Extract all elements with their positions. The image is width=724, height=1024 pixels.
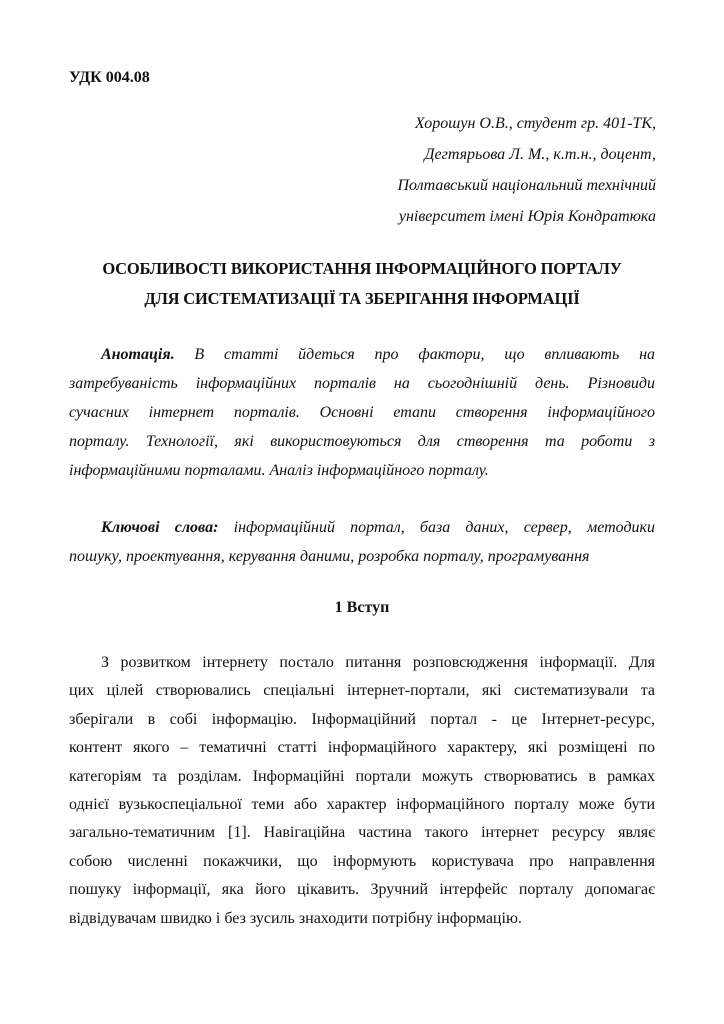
body-line: З розвитком інтернету постало питання розповсюдження інформації. Для	[101, 654, 655, 671]
keywords-line: пошуку, проектування, керування даними, розробка порталу, програмування	[69, 548, 590, 565]
abstract-label: Анотація.	[101, 346, 175, 363]
body-line: цих цілей створювались спеціальні інтернет-портали, які систематизували та	[69, 682, 655, 700]
body-line: категоріям та розділам. Інформаційні портали можуть створюватись в рамках	[69, 767, 655, 785]
abstract-text: В статті йдеться про фактори, що впливають на	[194, 346, 656, 363]
paper-title	[69, 254, 655, 314]
introduction-paragraph	[69, 649, 655, 933]
abstract-line: затребуваність інформаційних порталів на сьогоднішній день. Різновиди	[69, 375, 655, 392]
keywords-text: інформаційний портал, база даних, сервер, методики	[233, 519, 656, 536]
section-heading: 1 Вступ	[334, 599, 390, 616]
body-line: однієї вузькоспеціальної теми або характер інформаційного порталу може бути	[69, 795, 655, 813]
author-line: Хорошун О.В., студент гр. 401-ТК,	[414, 115, 656, 132]
author-block	[398, 108, 657, 232]
abstract-line: порталу. Технології, які використовуються для створення та роботи з	[69, 433, 655, 450]
abstract-line: інформаційними порталами. Аналіз інформаційного порталу.	[69, 462, 489, 479]
keywords-line	[69, 513, 655, 542]
title-line: ОСОБЛИВОСТІ ВИКОРИСТАННЯ ІНФОРМАЦІЙНОГО ПОРТАЛУ	[102, 259, 622, 278]
body-line: зберігали в собі інформацію. Інформаційний портал - це Інтернет-ресурс,	[69, 710, 655, 728]
keywords	[69, 513, 655, 571]
udk-code: УДК 004.08	[69, 69, 150, 86]
body-line: пошуку інформації, яка його цікавить. Зручний інтерфейс порталу допомагає	[69, 881, 655, 899]
author-line: Дегтярьова Л. М., к.т.н., доцент,	[424, 146, 656, 163]
abstract-line: сучасних інтернет порталів. Основні етапи створення інформаційного	[69, 404, 655, 421]
body-line: відвідувачам швидко і без зусиль знаходити потрібну інформацію.	[69, 909, 522, 927]
abstract	[69, 340, 655, 485]
body-line: собою численні покажчики, що інформують користувача про направлення	[69, 852, 655, 870]
title-line: ДЛЯ СИСТЕМАТИЗАЦІЇ ТА ЗБЕРІГАННЯ ІНФОРМАЦІЇ	[144, 289, 580, 308]
keywords-label: Ключові слова:	[101, 519, 219, 536]
body-line: контент якого – тематичні статті інформаційного характеру, які розміщені по	[69, 739, 655, 757]
body-line: загально-тематичним [1]. Навігаційна частина такого інтернет ресурсу являє	[69, 824, 655, 842]
affiliation-line: Полтавський національний технічний	[397, 177, 656, 194]
affiliation-line: університет імені Юрія Кондратюка	[398, 208, 656, 225]
abstract-line	[69, 340, 655, 369]
